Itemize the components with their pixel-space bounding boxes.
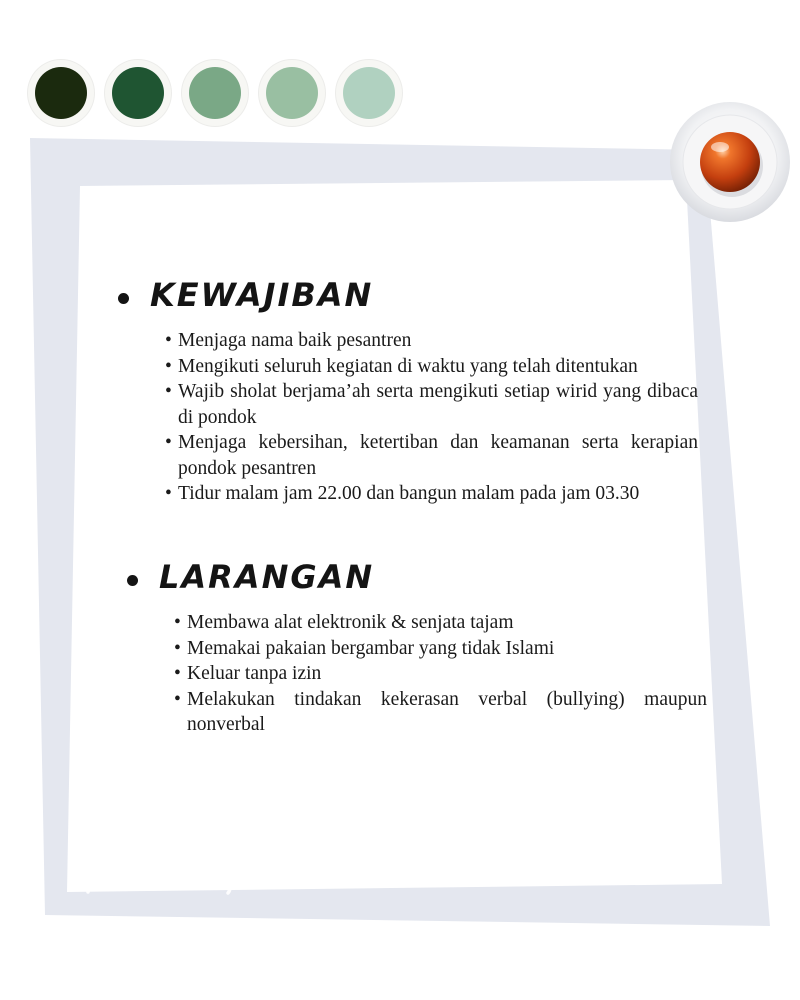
section-bullet (127, 575, 138, 586)
list-item: • Keluar tanpa izin (175, 661, 707, 687)
list-item: • Tidur malam jam 22.00 dan bangun malam pada jam 03.30 (166, 481, 698, 507)
list-item: • Melakukan tindakan kekerasan verbal (bullying) maupun nonverbal (175, 687, 707, 738)
list-item: • Membawa alat elektronik & senjata tajam (175, 610, 707, 636)
list-item: • Mengikuti seluruh kegiatan di waktu yang telah ditentukan (166, 354, 698, 380)
list-item: • Menjaga nama baik pesantren (166, 328, 698, 354)
larangan-list (175, 610, 707, 738)
section-bullet (118, 293, 129, 304)
kewajiban-title: KEWAJIBAN (150, 276, 374, 314)
larangan-title: LARANGAN (159, 558, 375, 596)
list-item: • Memakai pakaian bergambar yang tidak Islami (175, 636, 707, 662)
list-item: • Menjaga kebersihan, ketertiban dan keamanan serta kerapian pondok pesantren (166, 430, 698, 481)
kewajiban-list (166, 328, 698, 507)
list-item: • Wajib sholat berjama’ah serta mengikuti setiap wirid yang dibaca di pondok (166, 379, 698, 430)
